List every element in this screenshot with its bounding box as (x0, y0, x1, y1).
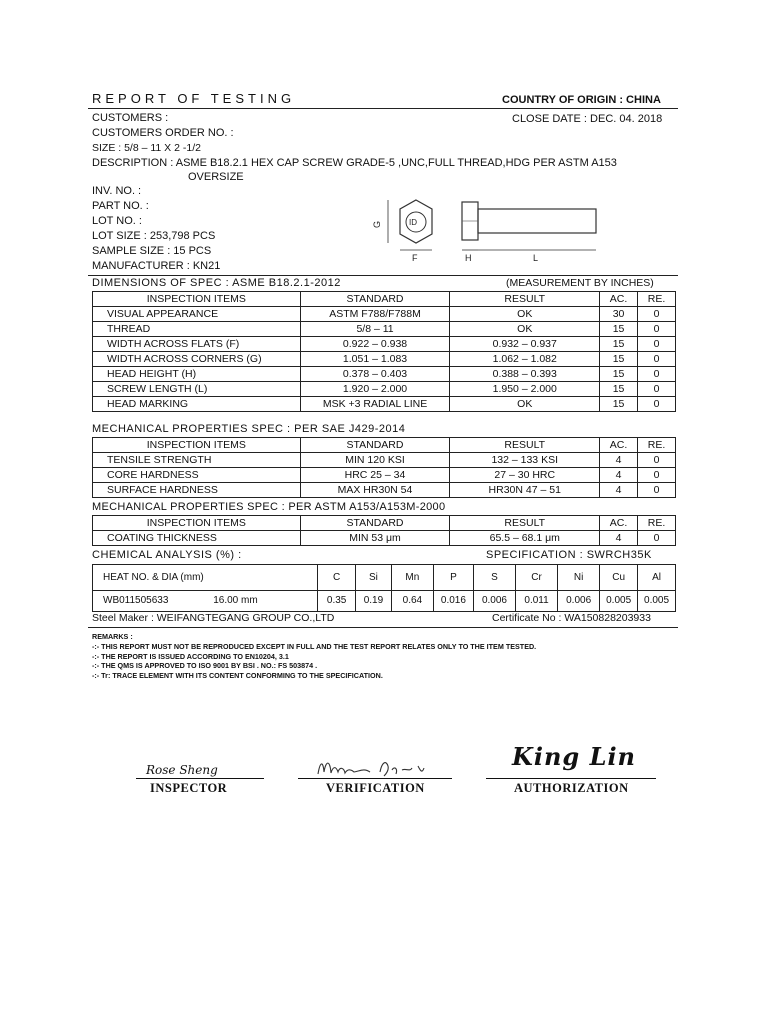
standard-cell: MAX HR30N 54 (300, 483, 450, 498)
mechanical-heading: MECHANICAL PROPERTIES SPEC : PER SAE J429-2014 (92, 423, 406, 435)
result-cell: 65.5 – 68.1 μm (450, 531, 600, 546)
authorization-label: AUTHORIZATION (514, 781, 629, 795)
element-header: Si (356, 565, 392, 591)
element-header: Cu (600, 565, 638, 591)
table-row (93, 382, 676, 397)
standard-cell: HRC 25 – 34 (300, 468, 450, 483)
element-value: 0.005 (600, 591, 638, 612)
standard-cell: 5/8 – 11 (300, 322, 450, 337)
column-header: INSPECTION ITEMS (93, 292, 301, 307)
element-value: 0.005 (638, 591, 676, 612)
standard-cell: ASTM F788/F788M (300, 307, 450, 322)
inspector-signature-line (136, 778, 264, 779)
result-cell: 132 – 133 KSI (450, 453, 600, 468)
re-cell: 0 (638, 367, 676, 382)
table-row (93, 591, 676, 612)
lot-no-field: LOT NO. : (92, 215, 142, 227)
id-label: ID (409, 218, 417, 227)
table-row (93, 531, 676, 546)
coating-heading: MECHANICAL PROPERTIES SPEC : PER ASTM A153/A153M-2000 (92, 501, 446, 513)
re-cell: 0 (638, 483, 676, 498)
dimensions-heading: DIMENSIONS OF SPEC : ASME B18.2.1-2012 (92, 277, 341, 289)
remarks-rule (88, 627, 678, 628)
element-header: Ni (558, 565, 600, 591)
item-cell: HEAD MARKING (93, 397, 301, 412)
column-header: STANDARD (300, 516, 450, 531)
steel-maker: Steel Maker : WEIFANGTEGANG GROUP CO.,LTD (92, 612, 335, 624)
column-header: RESULT (450, 438, 600, 453)
table-row (93, 483, 676, 498)
table-header-row (93, 438, 676, 453)
column-header: STANDARD (300, 438, 450, 453)
re-cell: 0 (638, 453, 676, 468)
ac-cell: 15 (600, 337, 638, 352)
element-header: C (318, 565, 356, 591)
element-header: Al (638, 565, 676, 591)
verification-signature-scribble (318, 763, 424, 776)
authorization-signature: King Lin (512, 742, 637, 771)
verification-signature-line (298, 778, 452, 779)
item-cell: WIDTH ACROSS CORNERS (G) (93, 352, 301, 367)
dimensions-rule (88, 275, 678, 276)
result-cell: 1.062 – 1.082 (450, 352, 600, 367)
table-row (93, 307, 676, 322)
ac-cell: 15 (600, 322, 638, 337)
column-header: INSPECTION ITEMS (93, 516, 301, 531)
standard-cell: MIN 120 KSI (300, 453, 450, 468)
verification-signature (314, 756, 434, 780)
standard-cell: 1.051 – 1.083 (300, 352, 450, 367)
remark-line: -:- THE QMS IS APPROVED TO ISO 9001 BY BSI . NO.: FS 503874 . (92, 661, 318, 671)
standard-cell: 0.922 – 0.938 (300, 337, 450, 352)
order-no-field: CUSTOMERS ORDER NO. : (92, 127, 234, 139)
item-cell: TENSILE STRENGTH (93, 453, 301, 468)
item-cell: COATING THICKNESS (93, 531, 301, 546)
certificate-number: Certificate No : WA150828203933 (492, 612, 651, 624)
item-cell: THREAD (93, 322, 301, 337)
result-cell: 1.950 – 2.000 (450, 382, 600, 397)
result-cell: OK (450, 322, 600, 337)
re-cell: 0 (638, 531, 676, 546)
ac-cell: 4 (600, 531, 638, 546)
close-date: CLOSE DATE : DEC. 04. 2018 (512, 113, 663, 125)
element-value: 0.19 (356, 591, 392, 612)
size-field: SIZE : 5/8 – 11 X 2 -1/2 (92, 142, 201, 154)
heat-cell (93, 591, 318, 612)
authorization-signature-line (486, 778, 656, 779)
remark-line: -:- THIS REPORT MUST NOT BE REPRODUCED EXCEPT IN FULL AND THE TEST REPORT RELATES ONLY TO THE ITEM TESTED. (92, 641, 537, 651)
table-row (93, 337, 676, 352)
item-cell: SCREW LENGTH (L) (93, 382, 301, 397)
table-row (93, 352, 676, 367)
table-row (93, 367, 676, 382)
item-cell: CORE HARDNESS (93, 468, 301, 483)
h-label: H (465, 253, 472, 263)
chemical-table (92, 564, 676, 612)
re-cell: 0 (638, 337, 676, 352)
heat-number: WB011505633 (103, 595, 169, 606)
heat-label: HEAT NO. & DIA (mm) (93, 565, 318, 591)
ac-cell: 15 (600, 367, 638, 382)
column-header: RESULT (450, 516, 600, 531)
element-header: Mn (391, 565, 433, 591)
report-title: REPORT OF TESTING (92, 91, 296, 106)
table-row (93, 397, 676, 412)
lot-size-field: LOT SIZE : 253,798 PCS (92, 230, 216, 242)
remark-line: -:- THE REPORT IS ISSUED ACCORDING TO EN10204, 3.1 (92, 651, 289, 661)
ac-cell: 4 (600, 453, 638, 468)
re-cell: 0 (638, 307, 676, 322)
measurement-unit-note: (MEASUREMENT BY INCHES) (506, 277, 654, 289)
ac-cell: 15 (600, 382, 638, 397)
f-label: F (412, 253, 418, 263)
column-header: AC. (600, 516, 638, 531)
re-cell: 0 (638, 352, 676, 367)
item-cell: VISUAL APPEARANCE (93, 307, 301, 322)
chemical-specification: SPECIFICATION : SWRCH35K (486, 549, 652, 561)
re-cell: 0 (638, 382, 676, 397)
inspector-label: INSPECTOR (150, 781, 228, 795)
country-of-origin: COUNTRY OF ORIGIN : CHINA (502, 94, 661, 106)
element-header: Cr (516, 565, 558, 591)
element-header: P (433, 565, 473, 591)
manufacturer-field: MANUFACTURER : KN21 (92, 260, 221, 272)
result-cell: HR30N 47 – 51 (450, 483, 600, 498)
l-label: L (533, 253, 539, 263)
item-cell: SURFACE HARDNESS (93, 483, 301, 498)
result-cell: 0.388 – 0.393 (450, 367, 600, 382)
remarks-block (92, 632, 536, 681)
table-row (93, 322, 676, 337)
element-value: 0.006 (473, 591, 515, 612)
remark-line: -:- Tr: TRACE ELEMENT WITH ITS CONTENT CONFORMING TO THE SPECIFICATION. (92, 671, 383, 681)
chemical-heading: CHEMICAL ANALYSIS (%) : (92, 549, 242, 561)
dimensions-table (92, 291, 676, 412)
inv-no-field: INV. NO. : (92, 185, 142, 197)
inspector-signature: Rose Sheng (146, 763, 218, 777)
table-header-row (93, 565, 676, 591)
table-row (93, 468, 676, 483)
remarks-title: REMARKS : (92, 632, 133, 641)
description-field: DESCRIPTION : ASME B18.2.1 HEX CAP SCREW GRADE-5 ,UNC,FULL THREAD,HDG PER ASTM A153 (92, 157, 617, 169)
item-cell: WIDTH ACROSS FLATS (F) (93, 337, 301, 352)
description-continued: OVERSIZE (188, 171, 244, 183)
bolt-shank (478, 209, 596, 233)
table-header-row (93, 516, 676, 531)
result-cell: 0.932 – 0.937 (450, 337, 600, 352)
re-cell: 0 (638, 322, 676, 337)
result-cell: 27 – 30 HRC (450, 468, 600, 483)
ac-cell: 4 (600, 468, 638, 483)
column-header: RE. (638, 516, 676, 531)
coating-table (92, 515, 676, 546)
ac-cell: 4 (600, 483, 638, 498)
header-rule (88, 108, 678, 109)
re-cell: 0 (638, 397, 676, 412)
element-value: 0.011 (516, 591, 558, 612)
result-cell: OK (450, 307, 600, 322)
sample-size-field: SAMPLE SIZE : 15 PCS (92, 245, 212, 257)
item-cell: HEAD HEIGHT (H) (93, 367, 301, 382)
standard-cell: MSK +3 RADIAL LINE (300, 397, 450, 412)
verification-label: VERIFICATION (326, 781, 425, 795)
element-value: 0.006 (558, 591, 600, 612)
heat-diameter: 16.00 mm (213, 595, 258, 606)
re-cell: 0 (638, 468, 676, 483)
standard-cell: 1.920 – 2.000 (300, 382, 450, 397)
element-value: 0.35 (318, 591, 356, 612)
mechanical-table (92, 437, 676, 498)
column-header: RE. (638, 292, 676, 307)
g-label: G (372, 220, 382, 228)
table-row (93, 453, 676, 468)
hex-bolt-drawing (368, 192, 608, 264)
ac-cell: 15 (600, 352, 638, 367)
column-header: STANDARD (300, 292, 450, 307)
column-header: RE. (638, 438, 676, 453)
standard-cell: 0.378 – 0.403 (300, 367, 450, 382)
element-value: 0.64 (391, 591, 433, 612)
ac-cell: 15 (600, 397, 638, 412)
element-value: 0.016 (433, 591, 473, 612)
standard-cell: MIN 53 μm (300, 531, 450, 546)
result-cell: OK (450, 397, 600, 412)
ac-cell: 30 (600, 307, 638, 322)
customers-field: CUSTOMERS : (92, 112, 169, 124)
column-header: INSPECTION ITEMS (93, 438, 301, 453)
part-no-field: PART NO. : (92, 200, 149, 212)
column-header: AC. (600, 438, 638, 453)
table-header-row (93, 292, 676, 307)
element-header: S (473, 565, 515, 591)
column-header: AC. (600, 292, 638, 307)
column-header: RESULT (450, 292, 600, 307)
